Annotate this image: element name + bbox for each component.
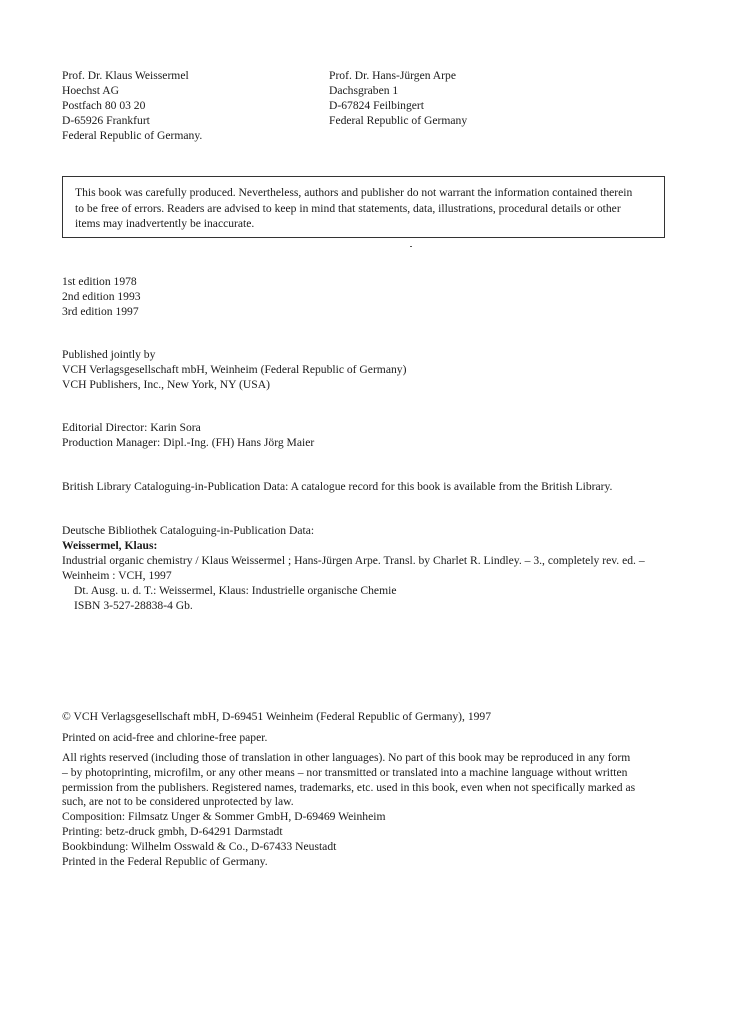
acid-free-line: Printed on acid-free and chlorine-free paper. — [62, 731, 268, 744]
rights-line: – by photoprinting, microfilm, or any other means – nor transmitted or translated into a machine language without written — [62, 765, 628, 779]
cip-title-line: Industrial organic chemistry / Klaus Weissermel ; Hans-Jürgen Arpe. Transl. by Charlet R. Lindley. – 3., completely rev. ed. – — [62, 554, 645, 567]
copyright-line: © VCH Verlagsgesellschaft mbH, D-69451 Weinheim (Federal Republic of Germany), 1997 — [62, 710, 492, 723]
rights-and-production — [62, 751, 635, 869]
paper-notice — [62, 730, 267, 745]
disclaimer-box — [62, 176, 665, 238]
deutsche-bibliothek-cip — [62, 523, 645, 613]
disclaimer-line: This book was carefully produced. Nevertheless, authors and publisher do not warrant the information contained therein — [75, 186, 633, 199]
address-line: D-65926 Frankfurt — [62, 114, 150, 127]
edition-line: 3rd edition 1997 — [62, 305, 139, 318]
rights-line: such, are not to be considered unprotected by law. — [62, 795, 294, 809]
address-line: Federal Republic of Germany — [329, 114, 468, 127]
cip-author: Weissermel, Klaus: — [62, 539, 158, 552]
cip-original-title: Dt. Ausg. u. d. T.: Weissermel, Klaus: Industrielle organische Chemie — [74, 584, 397, 597]
bookbinding-line: Bookbindung: Wilhelm Osswald & Co., D-67433 Neustadt — [62, 839, 337, 853]
cip-heading: Deutsche Bibliothek Cataloguing-in-Publication Data: — [62, 524, 315, 537]
address-line: D-67824 Feilbingert — [329, 99, 424, 112]
address-line: Postfach 80 03 20 — [62, 99, 146, 112]
composition-line: Composition: Filmsatz Unger & Sommer GmbH, D-69469 Weinheim — [62, 810, 386, 824]
british-library-cip — [62, 479, 612, 494]
rights-line: permission from the publishers. Registered names, trademarks, etc. used in this book, even when not specifically marked as — [62, 780, 636, 794]
edition-line: 2nd edition 1993 — [62, 290, 141, 303]
copyright-notice — [62, 709, 491, 724]
address-line: Prof. Dr. Klaus Weissermel — [62, 69, 189, 82]
rights-line: All rights reserved (including those of translation in other languages). No part of this book may be reproduced in any form — [62, 751, 631, 764]
disclaimer-line: to be free of errors. Readers are advised to keep in mind that statements, data, illustrations, procedural details or other — [75, 201, 621, 215]
stray-mark — [410, 246, 412, 247]
address-line: Dachsgraben 1 — [329, 84, 399, 97]
edition-line: 1st edition 1978 — [62, 275, 137, 288]
address-line: Hoechst AG — [62, 84, 119, 97]
author-address-weissermel — [62, 68, 202, 143]
british-library-line: British Library Cataloguing-in-Publication Data: A catalogue record for this book is available from the British Library. — [62, 480, 613, 493]
editorial-line: Production Manager: Dipl.-Ing. (FH) Hans Jörg Maier — [62, 436, 315, 449]
address-line: Prof. Dr. Hans-Jürgen Arpe — [329, 69, 456, 82]
address-line: Federal Republic of Germany. — [62, 129, 203, 142]
publisher-line: VCH Verlagsgesellschaft mbH, Weinheim (Federal Republic of Germany) — [62, 363, 407, 376]
editorial-staff — [62, 420, 314, 450]
edition-history — [62, 274, 141, 319]
disclaimer-line: items may inadvertently be inaccurate. — [75, 217, 255, 230]
author-address-arpe — [329, 68, 467, 128]
cip-imprint-line: Weinheim : VCH, 1997 — [62, 569, 172, 582]
publisher-line: VCH Publishers, Inc., New York, NY (USA) — [62, 378, 270, 391]
publisher-info — [62, 347, 406, 392]
publisher-line: Published jointly by — [62, 348, 156, 361]
editorial-line: Editorial Director: Karin Sora — [62, 421, 201, 434]
printing-line: Printing: betz-druck gmbh, D-64291 Darmstadt — [62, 824, 283, 838]
cip-isbn: ISBN 3-527-28838-4 Gb. — [74, 599, 193, 612]
printed-in-line: Printed in the Federal Republic of Germany. — [62, 854, 268, 868]
